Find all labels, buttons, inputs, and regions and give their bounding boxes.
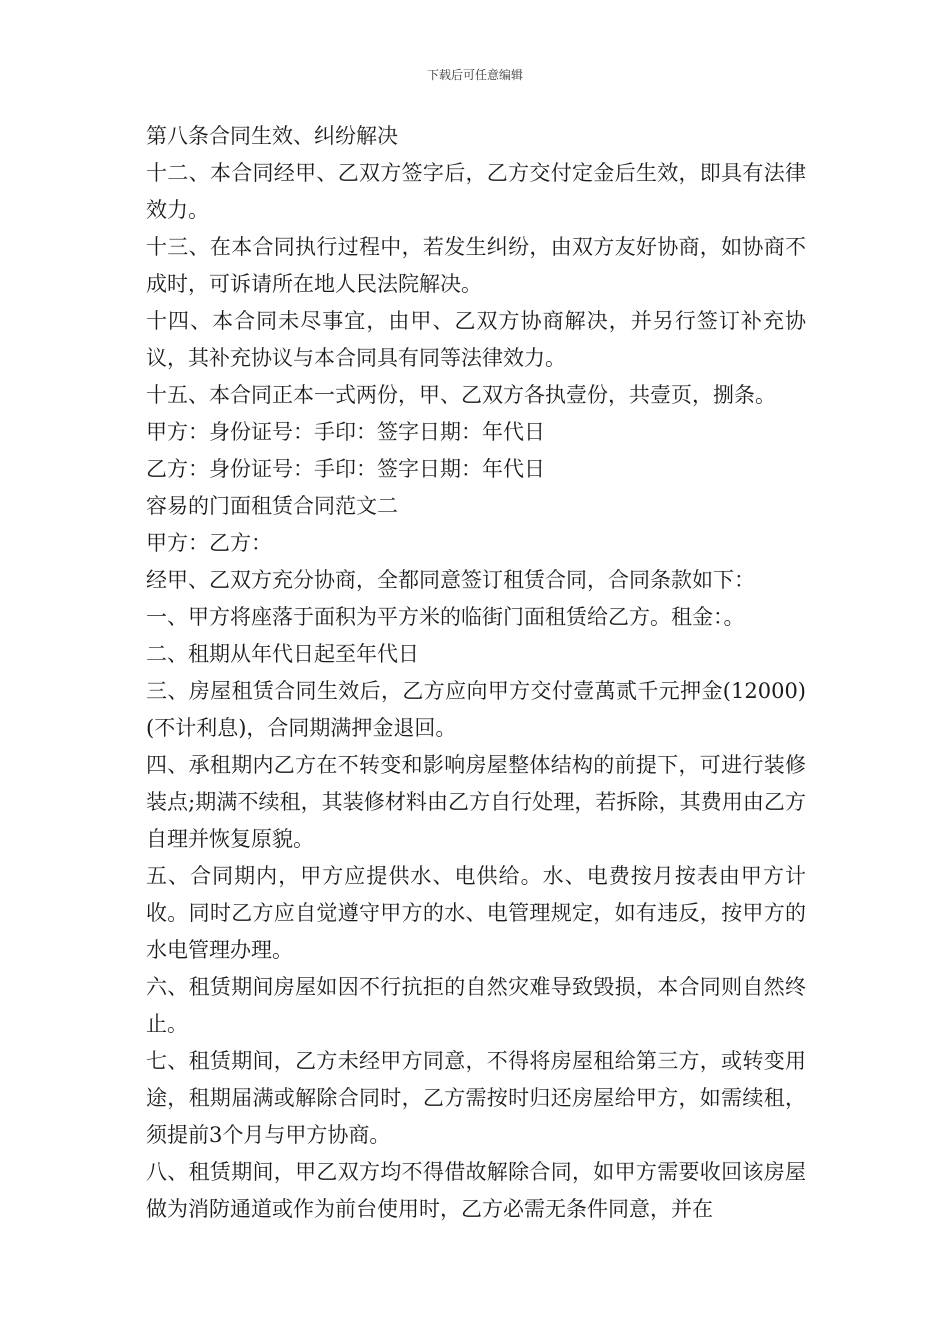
clause-15: 十五、本合同正本一式两份，甲、乙双方各执壹份，共壹页，捌条。	[146, 383, 776, 407]
clause-5: 五、合同期内，甲方应提供水、电供给。水、电费按月按表由甲方计收。同时乙方应自觉遵守甲方的水、电管理规定，如有违反，按甲方的水电管理办理。	[146, 864, 806, 962]
clause-12: 十二、本合同经甲、乙双方签字后，乙方交付定金后生效，即具有法律效力。	[146, 161, 806, 222]
clause-4: 四、承租期内乙方在不转变和影响房屋整体结构的前提下，可进行装修装点;期满不续租，其装修材料由乙方自行处理，若拆除，其费用由乙方自理并恢复原貌。	[146, 753, 806, 851]
clause-1: 一、甲方将座落于面积为平方米的临街门面租赁给乙方。租金：。	[146, 605, 745, 629]
clause-6: 六、租赁期间房屋如因不行抗拒的自然灾难导致毁损，本合同则自然终止。	[146, 975, 806, 1036]
section-heading-article-8: 第八条合同生效、纠纷解决	[146, 124, 398, 148]
clause-2: 二、租期从年代日起至年代日	[146, 642, 419, 666]
clause-7: 七、租赁期间，乙方未经甲方同意，不得将房屋租给第三方，或转变用途，租期届满或解除合同时，乙方需按时归还房屋给甲方，如需续租，须提前3个月与甲方协商。	[146, 1049, 806, 1147]
clause-14: 十四、本合同未尽事宜，由甲、乙双方协商解决，并另行签订补充协议，其补充协议与本合同具有同等法律效力。	[146, 309, 806, 370]
document-body	[146, 118, 806, 1228]
clause-8: 八、租赁期间，甲乙双方均不得借故解除合同，如甲方需要收回该房屋做为消防通道或作为前台使用时，乙方必需无条件同意，并在	[146, 1160, 806, 1221]
party-b-signature-line: 乙方：身份证号：手印：签字日期：年代日	[146, 457, 545, 481]
clause-3: 三、房屋租赁合同生效后，乙方应向甲方交付壹萬贰千元押金(12000)(不计利息)，合同期满押金退回。	[146, 679, 806, 740]
intro-paragraph: 经甲、乙双方充分协商，全都同意签订租赁合同，合同条款如下：	[146, 568, 755, 592]
party-a-signature-line: 甲方：身份证号：手印：签字日期：年代日	[146, 420, 545, 444]
document-title-2: 容易的门面租赁合同范文二	[146, 494, 398, 518]
parties-line: 甲方：乙方：	[146, 531, 272, 555]
page-header: 下载后可任意编辑	[426, 68, 523, 82]
clause-13: 十三、在本合同执行过程中，若发生纠纷，由双方友好协商，如协商不成时，可诉请所在地人民法院解决。	[146, 235, 806, 296]
